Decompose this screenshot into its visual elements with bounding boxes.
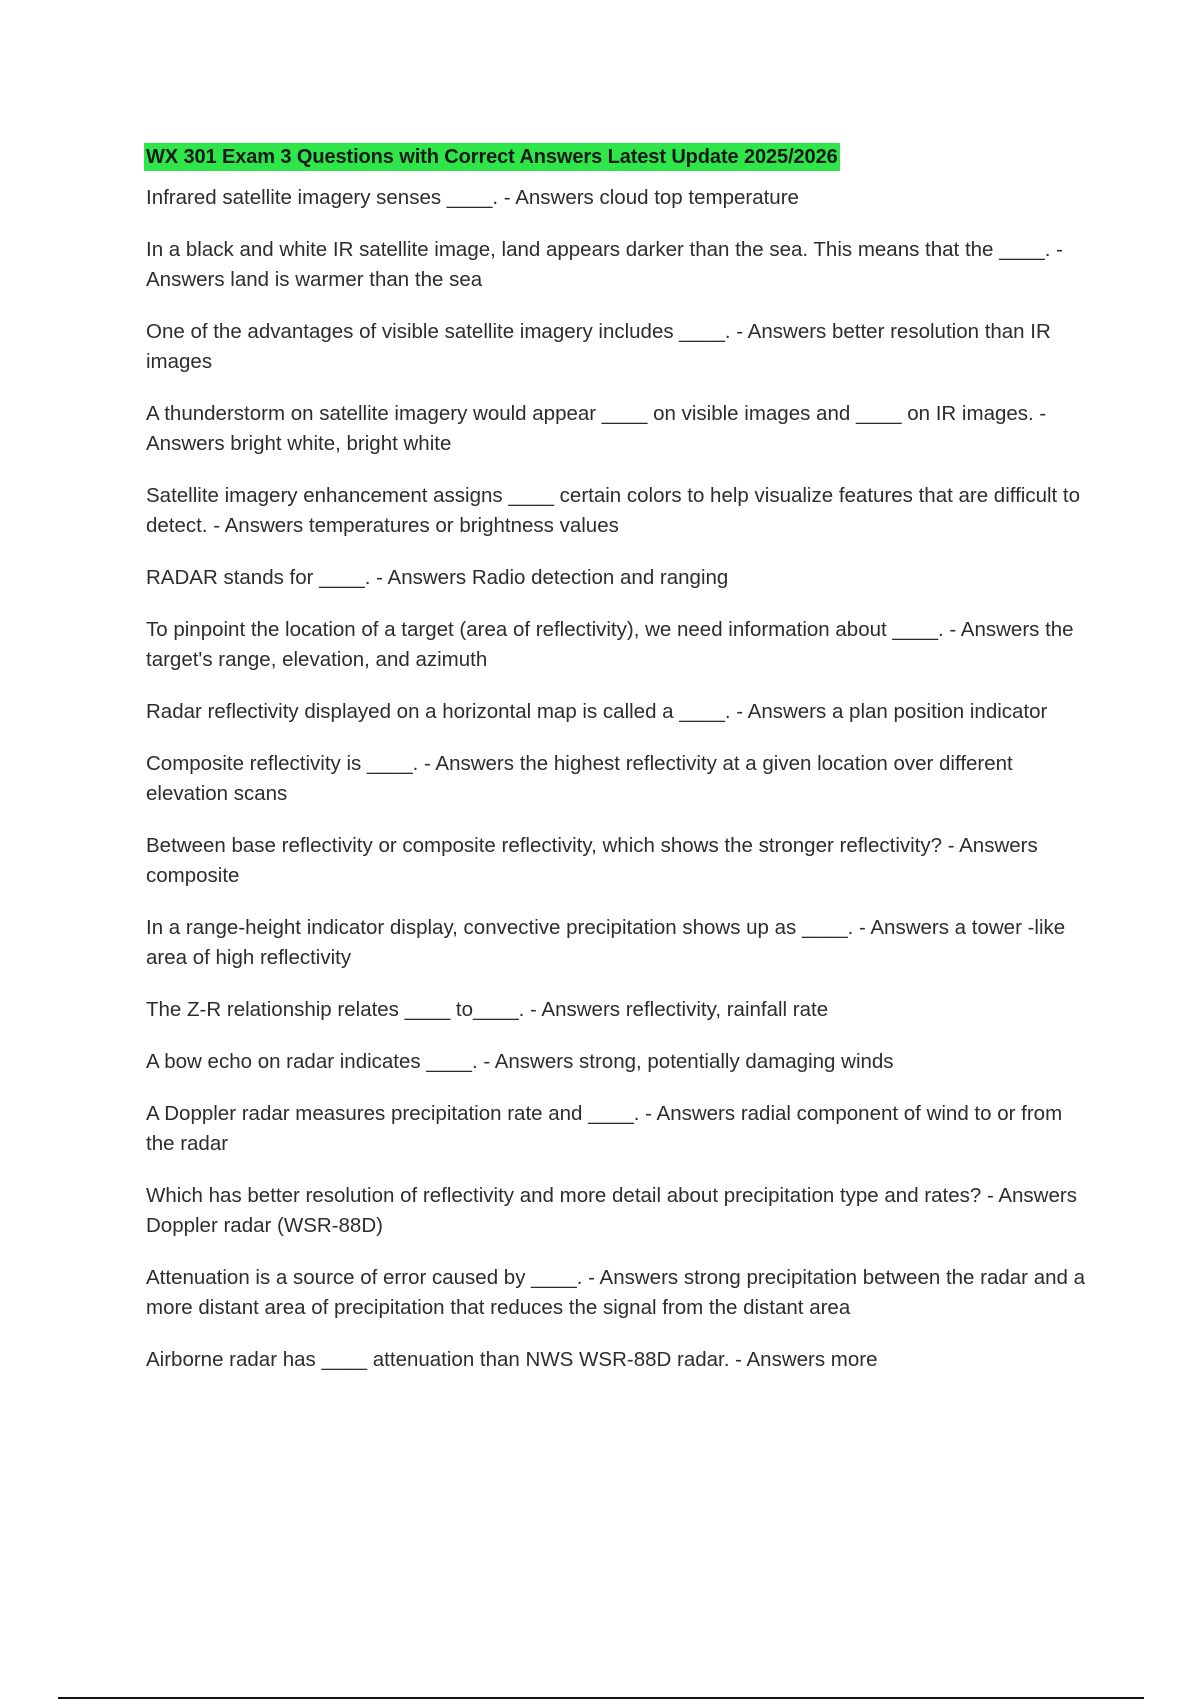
qa-text: Which has better resolution of reflectivity and more detail about precipitation type and rates? - Answers Doppler radar (WSR-88D) — [146, 1184, 1083, 1237]
qa-item — [146, 235, 1091, 295]
qa-item — [146, 1345, 1091, 1375]
qa-item — [146, 615, 1091, 675]
qa-text: Infrared satellite imagery senses ____. - Answers cloud top temperature — [146, 186, 799, 209]
qa-text: Attenuation is a source of error caused by ____. - Answers strong precipitation between the radar and a more distant area of precipitation that reduces the signal from the distant area — [146, 1266, 1091, 1319]
qa-item — [146, 317, 1091, 377]
document-title: WX 301 Exam 3 Questions with Correct Answers Latest Update 2025/2026 — [144, 143, 840, 171]
qa-text: A bow echo on radar indicates ____. - Answers strong, potentially damaging winds — [146, 1050, 894, 1073]
qa-item — [146, 697, 1091, 727]
document-content — [146, 143, 1091, 1397]
qa-text: One of the advantages of visible satellite imagery includes ____. - Answers better resolution than IR images — [146, 320, 1057, 373]
page-bottom-rule — [58, 1697, 1144, 1699]
qa-text: In a black and white IR satellite image, land appears darker than the sea. This means that the ____. - Answers land is warmer than the sea — [146, 238, 1068, 291]
qa-text: RADAR stands for ____. - Answers Radio detection and ranging — [146, 566, 729, 589]
qa-item — [146, 1099, 1091, 1159]
qa-text: To pinpoint the location of a target (area of reflectivity), we need information about ____. - Answers the target's range, elevation, and azimuth — [146, 618, 1080, 671]
qa-item — [146, 749, 1091, 809]
qa-text: Between base reflectivity or composite reflectivity, which shows the stronger reflectivity? - Answers composite — [146, 834, 1044, 887]
qa-text: Radar reflectivity displayed on a horizontal map is called a ____. - Answers a plan position indicator — [146, 700, 1048, 723]
qa-item — [146, 563, 1091, 593]
qa-text: Satellite imagery enhancement assigns ____ certain colors to help visualize features that are difficult to detect. - Answers temperatures or brightness values — [146, 484, 1086, 537]
qa-item — [146, 995, 1091, 1025]
qa-item — [146, 183, 1091, 213]
qa-item — [146, 913, 1091, 973]
qa-item — [146, 1263, 1091, 1323]
qa-text: Composite reflectivity is ____. - Answers the highest reflectivity at a given location over different elevation scans — [146, 752, 1019, 805]
qa-item — [146, 399, 1091, 459]
qa-text: The Z-R relationship relates ____ to____. - Answers reflectivity, rainfall rate — [146, 998, 829, 1021]
qa-text: A Doppler radar measures precipitation rate and ____. - Answers radial component of wind to or from the radar — [146, 1102, 1068, 1155]
qa-text: A thunderstorm on satellite imagery would appear ____ on visible images and ____ on IR images. - Answers bright white, bright white — [146, 402, 1051, 455]
qa-item — [146, 1047, 1091, 1077]
qa-text: In a range-height indicator display, convective precipitation shows up as ____. - Answers a tower -like area of high reflectivity — [146, 916, 1071, 969]
qa-item — [146, 1181, 1091, 1241]
qa-text: Airborne radar has ____ attenuation than NWS WSR-88D radar. - Answers more — [146, 1348, 878, 1371]
qa-item — [146, 831, 1091, 891]
qa-item — [146, 481, 1091, 541]
